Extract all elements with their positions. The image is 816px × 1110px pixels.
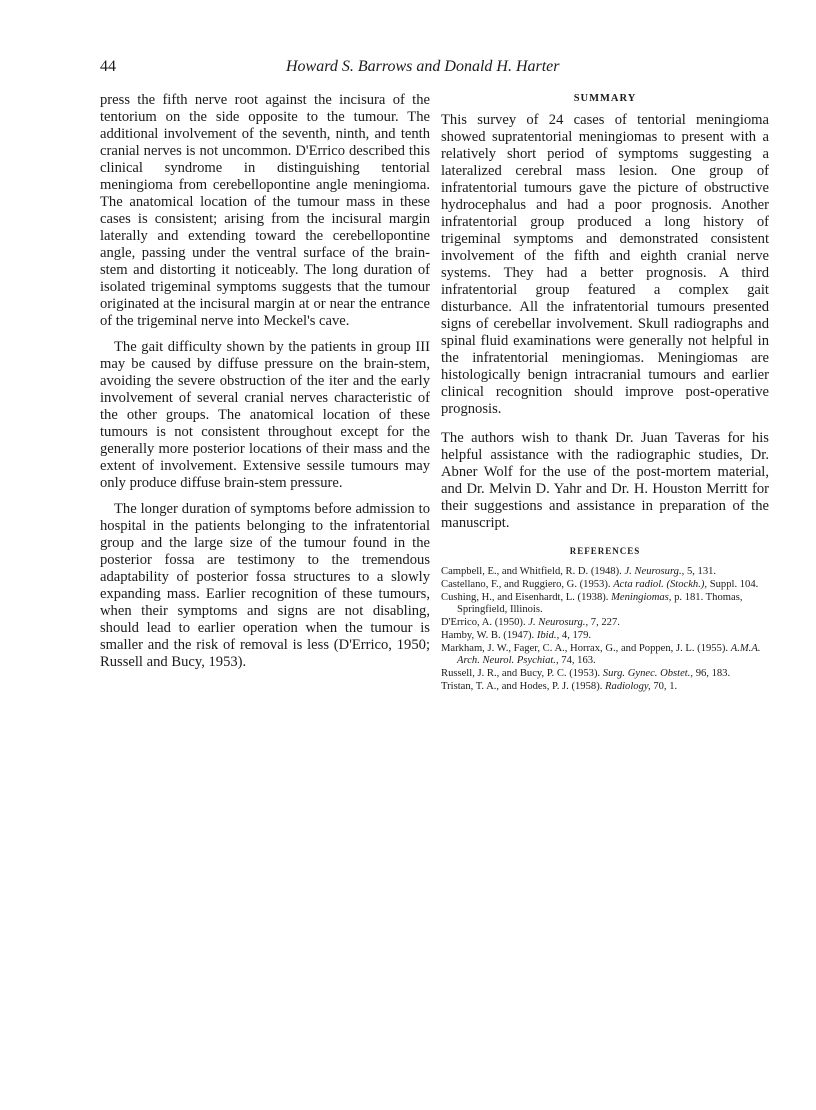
reference-authors: Tristan, T. A., and Hodes, P. J. [441,681,569,692]
references-heading: REFERENCES [569,546,641,556]
reference-detail: 4, 179. [561,630,592,641]
reference-item [441,668,769,680]
reference-authors: Russell, J. R., and Bucy, P. C. [441,668,567,679]
reference-authors: D'Errico, A. [441,617,493,628]
reference-item [441,630,769,642]
reference-item [441,592,769,616]
reference-authors: Hamby, W. B. [441,630,501,641]
reference-year: (1953). [579,579,611,590]
reference-year: (1948). [590,566,622,577]
reference-authors: Campbell, E., and Whitfield, R. D. [441,566,589,577]
reference-detail: 74, 163. [561,655,596,666]
reference-journal: J. Neurosurg., [528,617,589,628]
reference-item [441,643,769,667]
reference-journal: J. Neurosurg., [624,566,685,577]
reference-authors: Cushing, H., and Eisenhardt, L. [441,592,575,603]
reference-journal: Radiology, [605,681,651,692]
body-paragraph: The gait difficulty shown by the patients in group III may be caused by diffuse pressure on the brain-stem, avoiding the severe obstruction of the iter and the early involvement of several cranial nerves characteristic of the other groups. The anatomical location of these tumours is not consistent throughout except for the generally more posterior locations of their mass and the extent of involvement. Extensive sessile tumours may only produce diffuse brain-stem pressure. [100,339,430,491]
body-paragraph: press the fifth nerve root against the incisura of the tentorium on the side opposite to the tumour. The additional involvement of the seventh, ninth, and tenth cranial nerves is not uncommon. D'Errico described this clinical syndrome in distinguishing tentorial meningioma from cerebellopontine angle meningioma. The anatomical location of the tumour mass in these cases is consistent; arising from the incisural margin laterally and extending toward the cerebellopontine angle, passing under the ventral surface of the brain-stem and distorting it noticeably. The long duration of isolated trigeminal symptoms suggests that the tumour originated at the incisural margin at or near the entrance of the trigeminal nerve into Meckel's cave. [100,92,430,329]
reference-detail: 5, 131. [686,566,717,577]
left-column [100,92,430,671]
reference-detail: 70, 1. [653,681,678,692]
reference-item [441,579,769,591]
right-column [441,92,769,694]
reference-year: (1953). [569,668,601,679]
reference-year: (1938). [577,592,609,603]
reference-year: (1955). [697,643,729,654]
reference-year: (1950). [494,617,526,628]
reference-authors: Markham, J. W., Fager, C. A., Horrax, G., and Poppen, J. L. [441,643,695,654]
reference-detail: Suppl. 104. [709,579,759,590]
reference-journal: Ibid., [536,630,560,641]
body-paragraph: The longer duration of symptoms before admission to hospital in the patients belonging to the infratentorial group and the large size of the tumour found in the posterior fossa are testimony to the tremendous adaptability of posterior fossa structures to a slowly expanding mass. Earlier recognition of these tumours, when their symptoms and signs are not disabling, should lead to earlier operation when the tumour is smaller and the risk of removal is less (D'Errico, 1950; Russell and Bucy, 1953). [100,501,430,670]
reference-journal: A.M.A. Arch. Neurol. Psychiat., [457,643,761,666]
reference-detail: p. 181. Thomas, Springfield, Illinois. [457,592,743,615]
reference-journal: Acta radiol. (Stockh.), [613,579,708,590]
reference-item [441,681,769,693]
reference-journal: Surg. Gynec. Obstet., [602,668,694,679]
references-list [441,566,769,693]
reference-item [441,566,769,578]
acknowledgement-text: The authors wish to thank Dr. Juan Taveras for his helpful assistance with the radiographic studies, Dr. Abner Wolf for the use of the post-mortem material, and Dr. Melvin D. Yahr and Dr. H. Houston Merritt for their suggestions and assistance in preparation of the manuscript. [441,430,769,531]
reference-detail: 96, 183. [695,668,731,679]
running-title: Howard S. Barrows and Donald H. Harter [286,58,560,75]
reference-detail: 7, 227. [590,617,620,628]
reference-item [441,617,769,629]
page-number: 44 [100,58,116,75]
reference-year: (1958). [571,681,603,692]
reference-journal: Meningiomas, [611,592,672,603]
summary-text: This survey of 24 cases of tentorial meningioma showed supratentorial meningiomas to present with a relatively short period of symptoms suggesting a lateralized cerebral mass lesion. One group of infratentorial tumours gave the picture of obstructive hydrocephalus and had a poor prognosis. Another infratentorial group produced a long history of trigeminal symptoms and demonstrated consistent involvement of the fifth and eighth cranial nerve systems. They had a better prognosis. A third infratentorial group featured a complex gait disturbance. All the infratentorial tumours presented signs of cerebellar involvement. Skull radiographs and spinal fluid examinations were generally not helpful in the infratentorial meningiomas. Meningiomas are histologically benign intracranial tumours and earlier clinical recognition should improve post-operative prognosis. [441,112,769,417]
reference-authors: Castellano, F., and Ruggiero, G. [441,579,577,590]
page-header [100,58,746,82]
summary-heading: SUMMARY [573,93,637,104]
reference-year: (1947). [503,630,535,641]
